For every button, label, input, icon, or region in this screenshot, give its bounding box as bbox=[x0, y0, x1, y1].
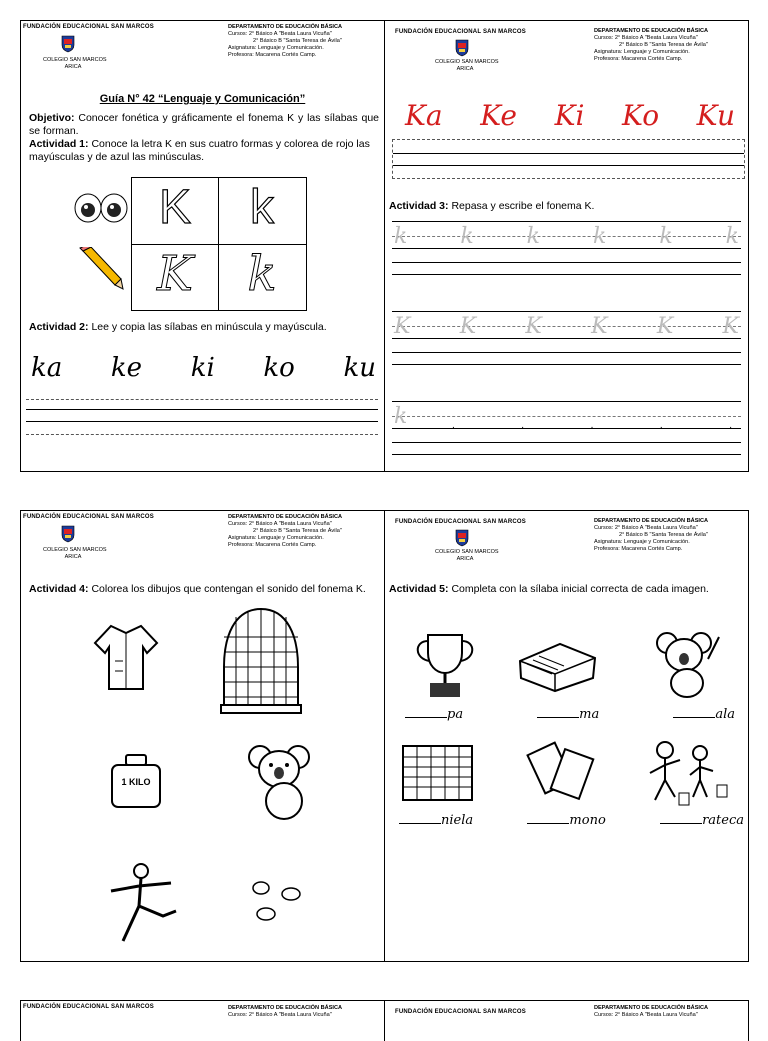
worksheet-page-2 bbox=[20, 510, 749, 962]
activity-5-text: Actividad 5: Completa con la sílaba inicial correcta de cada imagen. bbox=[389, 583, 709, 595]
children-playing-icon bbox=[635, 735, 735, 810]
completion-item[interactable]: ma bbox=[537, 707, 599, 722]
school-name: FUNDACIÓN EDUCACIONAL SAN MARCOS bbox=[23, 1004, 154, 1010]
syllable: Ko bbox=[622, 99, 660, 132]
completion-item[interactable]: rateca bbox=[660, 813, 744, 828]
shirt-icon bbox=[91, 621, 161, 693]
syllables-lower-row bbox=[31, 353, 376, 383]
school-crest-icon bbox=[61, 35, 75, 53]
completion-item[interactable]: ala bbox=[673, 707, 735, 722]
syllables-upper-row bbox=[405, 99, 735, 132]
completion-item[interactable]: mono bbox=[527, 813, 605, 828]
page1-right-half bbox=[385, 21, 748, 471]
dept-info: DEPARTAMENTO DE EDUCACIÓN BÁSICA Cursos: 2° Básico A "Beata Laura Vicuña" 2° Básico B "Santa Teresa de Ávila" Asignatura: Lenguaje y Comunicación. Profesora: Macarena Cortés Camp. bbox=[228, 24, 343, 58]
letter-upper-script: K bbox=[157, 246, 193, 302]
syllable: Ku bbox=[696, 99, 735, 132]
worksheet-page-1 bbox=[20, 20, 749, 472]
koala-icon bbox=[246, 741, 316, 821]
page-divider bbox=[384, 1001, 385, 1041]
koala-icon bbox=[653, 629, 723, 699]
page2-left-half bbox=[21, 511, 384, 961]
activity-1-text: Actividad 1: Conoce la letra K en sus cuatro formas y colorea de rojo las mayúsculas y de azul las minúsculas. bbox=[29, 138, 370, 163]
letter-lower-script: k bbox=[247, 246, 277, 302]
letter-grid bbox=[131, 177, 307, 311]
syllable: ko bbox=[263, 353, 295, 383]
objective-text: Objetivo: Conocer fonética y gráficamente el fonema K y las sílabas que se forman. bbox=[29, 112, 379, 137]
syllable: Ke bbox=[480, 99, 517, 132]
syllable: Ka bbox=[405, 99, 443, 132]
completion-item[interactable]: pa bbox=[405, 707, 463, 722]
activity-4-text: Actividad 4: Colorea los dibujos que contengan el sonido del fonema K. bbox=[29, 583, 366, 595]
page1-left-half bbox=[21, 21, 384, 471]
colegio-label: COLEGIO SAN MARCOS ARICA bbox=[435, 549, 499, 562]
tracing-row-2[interactable]: K K K K K K bbox=[392, 311, 741, 365]
school-crest-icon bbox=[455, 529, 469, 547]
eyes-icon bbox=[73, 193, 129, 223]
school-name: FUNDACIÓN EDUCACIONAL SAN MARCOS bbox=[23, 514, 154, 520]
colegio-label: COLEGIO SAN MARCOS ARICA bbox=[435, 59, 499, 72]
potatoes-icon bbox=[246, 876, 306, 926]
writing-lines-1[interactable] bbox=[26, 399, 378, 435]
tracing-row-3[interactable]: k . . . . . bbox=[392, 401, 741, 455]
completion-row-1 bbox=[405, 707, 735, 722]
letter-upper-print: K bbox=[158, 181, 191, 234]
school-crest-icon bbox=[455, 39, 469, 57]
colegio-label: COLEGIO SAN MARCOS ARICA bbox=[43, 547, 107, 560]
writing-lines-2[interactable] bbox=[392, 139, 745, 179]
colegio-label: COLEGIO SAN MARCOS ARICA bbox=[43, 57, 107, 70]
dept-info: DEPARTAMENTO DE EDUCACIÓN BÁSICA Cursos: 2° Básico A "Beata Laura Vicuña" 2° Básico B "Santa Teresa de Ávila" Asignatura: Lenguaje y Comunicación. Profesora: Macarena Cortés Camp. bbox=[594, 518, 709, 552]
completion-item[interactable]: niela bbox=[399, 813, 473, 828]
calendar-icon bbox=[400, 743, 475, 803]
activity-3-text: Actividad 3: Repasa y escribe el fonema K. bbox=[389, 200, 595, 212]
karate-kid-icon bbox=[101, 861, 181, 946]
completion-row-2 bbox=[399, 813, 744, 828]
syllable: ke bbox=[110, 353, 143, 383]
dept-info: DEPARTAMENTO DE EDUCACIÓN BÁSICA Cursos: 2° Básico A "Beata Laura Vicuña" bbox=[594, 1005, 709, 1018]
trophy-icon bbox=[410, 629, 480, 701]
school-name: FUNDACIÓN EDUCACIONAL SAN MARCOS bbox=[23, 24, 154, 30]
syllable: Ki bbox=[554, 99, 585, 132]
school-crest-icon bbox=[61, 525, 75, 543]
cards-icon bbox=[525, 739, 600, 804]
page2-right-half bbox=[385, 511, 748, 961]
dept-info: DEPARTAMENTO DE EDUCACIÓN BÁSICA Cursos: 2° Básico A "Beata Laura Vicuña" 2° Básico B "Santa Teresa de Ávila" Asignatura: Lenguaje y Comunicación. Profesora: Macarena Cortés Camp. bbox=[228, 514, 343, 548]
worksheet-page-3 bbox=[20, 1000, 749, 1041]
syllable: ki bbox=[190, 353, 215, 383]
pencil-icon bbox=[77, 247, 125, 291]
bed-icon bbox=[515, 636, 600, 696]
activity-2-text: Actividad 2: Lee y copia las sílabas en minúscula y mayúscula. bbox=[29, 321, 327, 333]
birdcage-icon bbox=[216, 607, 306, 717]
tracing-row-1[interactable]: k k k k k k bbox=[392, 221, 741, 275]
syllable: ka bbox=[31, 353, 63, 383]
dept-info: DEPARTAMENTO DE EDUCACIÓN BÁSICA Cursos: 2° Básico A "Beata Laura Vicuña" bbox=[228, 1005, 343, 1018]
letter-lower-print: k bbox=[250, 181, 274, 234]
school-name: FUNDACIÓN EDUCACIONAL SAN MARCOS bbox=[395, 1009, 526, 1015]
guide-title: Guía N° 42 “Lenguaje y Comunicación” bbox=[99, 93, 306, 105]
syllable: ku bbox=[343, 353, 376, 383]
kilo-label: 1 KILO bbox=[121, 777, 151, 787]
dept-info: DEPARTAMENTO DE EDUCACIÓN BÁSICA Cursos: 2° Básico A "Beata Laura Vicuña" 2° Básico B "Santa Teresa de Ávila" Asignatura: Lenguaje y Comunicación. Profesora: Macarena Cortés Camp. bbox=[594, 28, 709, 62]
school-name: FUNDACIÓN EDUCACIONAL SAN MARCOS bbox=[395, 29, 526, 35]
school-name: FUNDACIÓN EDUCACIONAL SAN MARCOS bbox=[395, 519, 526, 525]
